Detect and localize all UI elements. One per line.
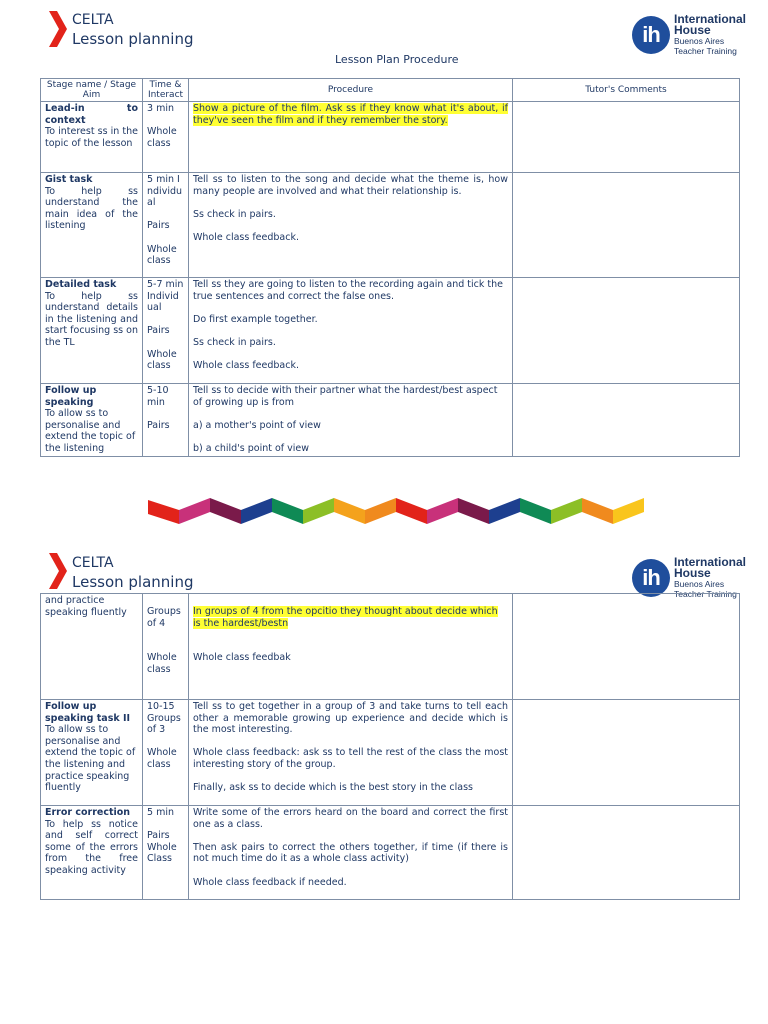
table-row xyxy=(41,278,740,384)
stage-name: Follow up speaking task II xyxy=(45,701,131,724)
celta-chevron-icon xyxy=(49,11,67,47)
interaction-value: Pairs xyxy=(147,419,170,431)
col-header-stage: Stage name / Stage Aim xyxy=(41,79,143,102)
procedure-text: Tell ss to get together in a group of 3 and take turns to tell each other a memorable growing up experience and decide which is the most interesting. xyxy=(193,701,508,736)
table-row xyxy=(41,173,740,278)
procedure-cell xyxy=(189,384,513,457)
time-cell xyxy=(143,384,189,457)
ih-logo-icon: ih xyxy=(632,559,670,597)
stage-name: Gist task xyxy=(45,174,93,185)
time-cell xyxy=(143,102,189,173)
ih-logo-icon: ih xyxy=(632,16,670,54)
procedure-text: Whole class feedback. xyxy=(193,231,299,243)
logo-line-1: International xyxy=(674,555,747,569)
time-value: 3 min xyxy=(147,103,174,114)
logo-line-3: Buenos Aires xyxy=(674,36,725,46)
procedure-text: Whole class feedback. xyxy=(193,360,299,372)
lesson-plan-table-1 xyxy=(40,78,740,457)
procedure-text: Tell ss to decide with their partner what the hardest/best aspect of growing up is from xyxy=(193,385,498,408)
interaction-value: Whole class xyxy=(147,126,177,149)
lesson-plan-table-2 xyxy=(40,593,740,900)
procedure-text: Whole class feedback if needed. xyxy=(193,876,347,888)
stage-name: Follow up speaking xyxy=(45,385,97,408)
procedure-text: Then ask pairs to correct the others together, if time (if there is not much time do it as a whole class activity) xyxy=(193,841,508,865)
procedure-highlight: Show a picture of the film. Ask ss if they know what it's about, if they've seen the film and if they remember the story. xyxy=(193,103,508,126)
interaction-value: Whole Class xyxy=(147,841,177,865)
stage-name: Error correction xyxy=(45,807,131,818)
stage-aim: To help ss understand the main idea of the listening xyxy=(45,185,138,232)
stage-cell xyxy=(41,806,143,900)
time-value: 5-7 min Individual xyxy=(147,279,184,314)
table-header-row xyxy=(41,79,740,102)
stage-aim: To help ss understand details in the listening and start focusing ss on the TL xyxy=(45,290,138,348)
table-row xyxy=(41,594,740,700)
col-header-comments: Tutor's Comments xyxy=(513,79,740,102)
logo-line-3: Buenos Aires xyxy=(674,579,725,589)
comments-cell xyxy=(513,594,740,700)
stage-cell xyxy=(41,700,143,806)
procedure-text: Tell ss to listen to the song and decide what the theme is, how many people are involved and what their relationship is. xyxy=(193,174,508,197)
lesson-planning-label: Lesson planning xyxy=(72,30,194,48)
interaction-value: Groups of 4 xyxy=(147,606,181,629)
time-value: 5 min xyxy=(147,807,174,818)
procedure-cell xyxy=(189,700,513,806)
procedure-text: Write some of the errors heard on the board and correct the first one as a class. xyxy=(193,807,508,830)
procedure-cell xyxy=(189,806,513,900)
celta-label: CELTA xyxy=(72,555,114,571)
comments-cell xyxy=(513,102,740,173)
procedure-cell xyxy=(189,594,513,700)
comments-cell xyxy=(513,806,740,900)
stage-cell xyxy=(41,102,143,173)
logo-line-1: International xyxy=(674,12,747,26)
time-value: 5 min Individual xyxy=(147,174,183,209)
time-cell xyxy=(143,173,189,278)
stage-cell xyxy=(41,173,143,278)
col-header-time: Time & Interact xyxy=(143,79,189,102)
procedure-cell xyxy=(189,102,513,173)
comments-cell xyxy=(513,700,740,806)
celta-chevron-icon xyxy=(49,553,67,589)
stage-aim: and practice speaking fluently xyxy=(45,595,127,618)
table-row xyxy=(41,700,740,806)
table-row xyxy=(41,102,740,173)
time-value: 10-15 xyxy=(147,701,175,712)
time-cell xyxy=(143,806,189,900)
table-row xyxy=(41,384,740,457)
stage-aim: To interest ss in the topic of the lesson xyxy=(45,126,138,149)
time-cell xyxy=(143,700,189,806)
procedure-text: Tell ss they are going to listen to the recording again and tick the true sentences and correct the false ones. xyxy=(193,279,503,302)
col-header-procedure: Procedure xyxy=(189,79,513,102)
ih-logo xyxy=(632,14,746,56)
stage-aim: To allow ss to personalise and extend the topic of the listening and practice speaking fluently xyxy=(45,724,136,794)
celta-label: CELTA xyxy=(72,12,114,28)
comments-cell xyxy=(513,278,740,384)
stage-aim: To allow ss to personalise and extend the topic of the listening xyxy=(45,408,136,454)
interaction-value: Groups of 3 xyxy=(147,712,181,736)
time-cell xyxy=(143,594,189,700)
procedure-text: Whole class feedbak xyxy=(193,652,291,664)
stage-name: Lead-in to context xyxy=(45,103,138,126)
logo-line-2: House xyxy=(674,23,711,37)
interaction-value: Whole class xyxy=(147,348,177,372)
procedure-text: Ss check in pairs. xyxy=(193,336,276,348)
procedure-text: Finally, ask ss to decide which is the best story in the class xyxy=(193,782,473,794)
procedure-text: Do first example together. xyxy=(193,313,318,325)
procedure-cell xyxy=(189,173,513,278)
stage-name: Detailed task xyxy=(45,279,117,290)
interaction-value: Pairs xyxy=(147,220,170,232)
interaction-value: Whole class xyxy=(147,747,177,770)
zigzag-banner xyxy=(148,494,648,530)
stage-cell xyxy=(41,594,143,700)
stage-aim: To help ss notice and self correct some of the errors from the free speaking activity xyxy=(45,818,138,876)
procedure-highlight: In groups of 4 from the opcitio they thought about decide which is the hardest/bestn xyxy=(193,606,498,629)
time-value: 5-10 min xyxy=(147,385,169,408)
logo-line-4: Teacher Training xyxy=(674,46,737,56)
lesson-planning-label: Lesson planning xyxy=(72,573,194,591)
procedure-text: a) a mother's point of view xyxy=(193,419,321,431)
logo-line-2: House xyxy=(674,566,711,580)
interaction-value: Pairs xyxy=(147,325,170,337)
stage-cell xyxy=(41,278,143,384)
page-heading: Lesson Plan Procedure xyxy=(335,53,459,66)
interaction-value: Pairs xyxy=(147,830,170,842)
stage-cell xyxy=(41,384,143,457)
procedure-text: Ss check in pairs. xyxy=(193,208,276,220)
procedure-text: Whole class feedback: ask ss to tell the rest of the class the most interesting story of the group. xyxy=(193,747,508,770)
comments-cell xyxy=(513,173,740,278)
table-row xyxy=(41,806,740,900)
procedure-text: b) a child's point of view xyxy=(193,442,310,454)
procedure-cell xyxy=(189,278,513,384)
time-cell xyxy=(143,278,189,384)
interaction-value: Whole class xyxy=(147,652,177,675)
comments-cell xyxy=(513,384,740,457)
logo-line-4: Teacher Training xyxy=(674,589,737,599)
interaction-value: Whole class xyxy=(147,243,177,267)
